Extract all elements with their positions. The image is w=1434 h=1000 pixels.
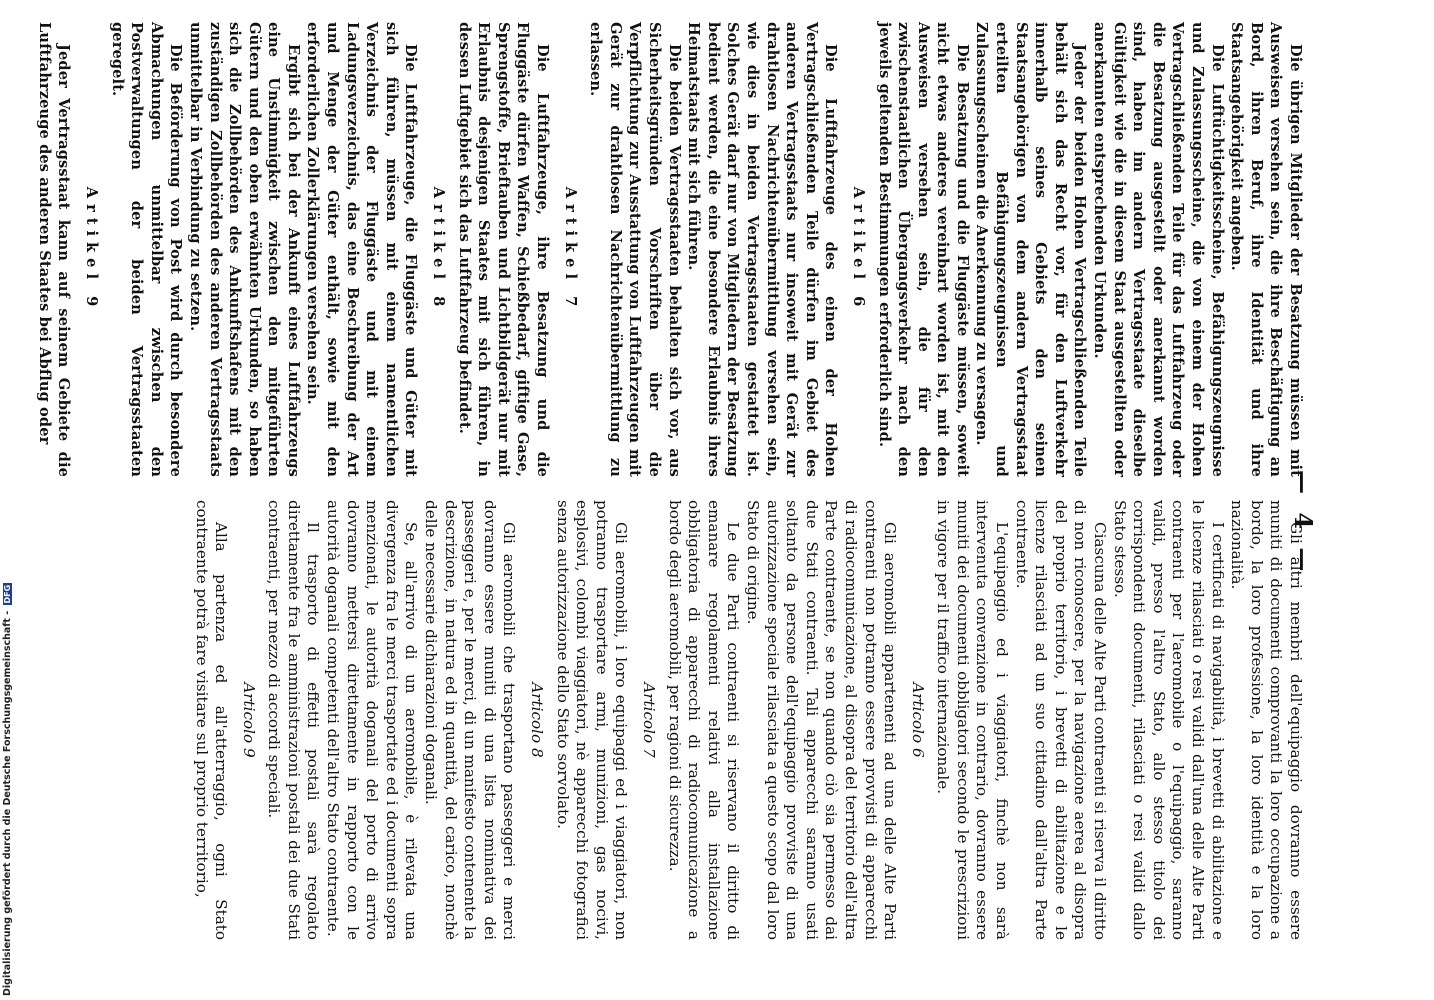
- it-art9-title: Articolo 9: [239, 682, 258, 758]
- credit-text: Digitalisierung gefördert durch die Deutsche Forschungsgemeinschaft -: [2, 610, 13, 996]
- de-intro-4: Die Besatzung und die Fluggäste müssen, soweit nicht etwas anderes vereinbart worden ist, mit den Ausweisen versehen sein, die für den zwischenstaatlichen Übergangsverkehr nach den jeweils geltenden Bestimmungen erforderlich sind.: [875, 22, 971, 477]
- it-art6-p1: Gli aeromobili appartenenti ad una delle Alte Parti contraenti non potranno essere provvisti di apparecchi di radiocomunicazione, al disopra del territorio dell'altra Parte contraente, se non quando ciò sia permesso dai due Stati contraenti. Tali apparecchi saranno usati soltanto da persone dell'equipaggio provviste di una autorizzazione speciale rilasciata a questo scopo dal loro Stato di origine.: [743, 500, 900, 940]
- de-art8-p2: Ergibt sich bei der Ankunft eines Luftfahrzeugs eine Unstimmigkeit zwischen den mitgeführten Gütern und den oben erwähnten Urkunden, so haben sich die Zollbehörden des Ankunftshafens mit den zuständigen Zollbehörden des anderen Vertragsstaats unmittelbar in Verbindung zu setzen.: [186, 22, 302, 477]
- it-art8-title: Articolo 8: [528, 682, 547, 758]
- de-art7-title: Artikel 7: [561, 186, 579, 313]
- de-art6-p1: Die Luftfahrzeuge des einen der Hohen Vertragschließenden Teile dürfen im Gebiet des anderen Vertragsstaats nur insoweit mit Gerät zur drahtlosen Nachrichtenübermittlung versehen sein, wie dies in beiden Vertragsstaaten gestattet ist. Solches Gerät darf nur von Mitgliedern der Besatzung bedient werden, die eine besondere Erlaubnis ihres Heimatstaats mit sich führen.: [685, 22, 840, 477]
- it-art6-title: Articolo 6: [908, 682, 927, 758]
- de-art6-p2: Die beiden Vertragsstaaten behalten sich vor, aus Sicherheitsgründen Vorschriften über die Verpflichtung zur Ausstattung von Luftfahrzeugen mit Gerät zur drahtlosen Nachrichtenübermittlung zu erlassen.: [587, 22, 683, 477]
- de-art8-title: Artikel 8: [430, 186, 448, 313]
- it-intro-3: Ciascuna delle Alte Parti contraenti si riserva il diritto di non riconoscere, per la navigazione aerea al disopra del proprio territorio, i brevetti di abilitazione e le licenze rilasciati ad un suo cittadino dall'altra Parte contraente.: [1012, 500, 1110, 940]
- digitization-credit: [2, 584, 13, 996]
- de-intro-3: Jeder der beiden Hohen Vertragschließenden Teile behält sich das Recht vor, für den Luftverkehr innerhalb seines Gebiets den seinen Staatsangehörigen von dem andern Vertragsstaat erteilten Befähigungszeugnissen und Zulassungsscheinen die Anerkennung zu versagen.: [973, 22, 1089, 477]
- it-art7-p2: Gli aeromobili, i loro equipaggi ed i viaggiatori, non potranno trasportare armi, munizioni, gas nocivi, esplosivi, colombi viaggiatori, nè apparecchi fotografici senza autorizzazione dello Stato sorvolato.: [553, 500, 631, 940]
- de-art6-title: Artikel 6: [849, 186, 867, 313]
- it-art8-p1: Gli aeromobili che trasportano passeggeri e merci dovranno essere muniti di una lista nominativa dei passeggeri e, per le merci, di un manifesto contenente la descrizione, in natura ed in quantità, del carico, nonchè delle necessarie dichiarazioni doganali.: [422, 500, 519, 940]
- de-art7-p1: Die Luftfahrzeuge, ihre Besatzung und die Fluggäste dürfen Waffen, Schießbedarf, giftige Gase, Sprengstoffe, Brieftauben und Lichtbildgerät nur mit Erlaubnis desjenigen Staates mit sich führen, in dessen Luftgebiet sich das Luftfahrzeug befindet.: [455, 22, 552, 477]
- de-intro-1: Die übrigen Mitglieder der Besatzung müssen mit Ausweisen versehen sein, die ihre Beschäftigung an Bord, ihren Beruf, ihre Identität und ihre Staatsangehörigkeit angeben.: [1228, 22, 1304, 477]
- german-text: [34, 22, 1305, 477]
- de-intro-2: Die Luftüchtigkeitsscheine, Befähigungszeugnisse und Zulassungsscheine, die von einem der Hohen Vertragschließenden Teile für das Luftfahrzeug oder die Besatzung ausgestellt oder anerkannt worden sind, haben im andern Vertragsstaate dieselbe Gültigkeit wie die in diesem Staat ausgestellten oder anerkannten entsprechenden Urkunden.: [1091, 22, 1226, 477]
- it-art9-p1: Alla partenza ed all'atterraggio, ogni Stato contraente potrà fare visitare sul proprio territorio,: [192, 500, 231, 940]
- it-intro-2: I certificati di navigabilità, i brevetti di abilitazione e le licenze rilasciati o resi validi dall'una delle Alte Parti contraenti per l'aeromobile o l'equipaggio, saranno validi, presso l'altro Stato, allo stesso titolo dei corrispondenti documenti, rilasciati o resi validi dallo Stato stesso.: [1110, 500, 1227, 940]
- it-art7-p1: Le due Parti contraenti si riservano il diritto di emanare regolamenti relativi alla installazione obbligatoria di apparecchi di radiocomunicazione a bordo degli aeromobili, per ragioni di sicurezza.: [665, 500, 743, 940]
- dfg-logo: DFG: [3, 584, 12, 604]
- it-art8-p3: Il trasporto di effetti postali sarà regolato direttamente fra le amministrazioni postali dei due Stati contraenti, per mezzo di accordi speciali.: [265, 500, 323, 940]
- it-art7-title: Articolo 7: [640, 682, 658, 758]
- italian-text: [191, 500, 1305, 940]
- page-number-label: — 4 —: [1289, 470, 1318, 577]
- it-art8-p2: Se, all'arrivo di un aeromobile, è rilevata una divergenza fra le merci trasportate ed i documenti sopra menzionati, le autorità doganali del porto di arrivo dovranno mettersi direttamente in rapporto con le autorità doganali competenti dell'altro Stato contraente.: [324, 500, 421, 940]
- de-art9-title: Artikel 9: [82, 186, 100, 313]
- de-art8-p3: Die Beförderung von Post wird durch besondere Abmachungen unmittelbar zwischen den Postverwaltungen der beiden Vertragsstaaten geregelt.: [108, 22, 185, 477]
- it-intro-1: Gli altri membri dell'equipaggio dovranno essere muniti di documenti comprovanti la loro occupazione a bordo, la loro professione, la loro identità e la loro nazionalità.: [1228, 500, 1305, 940]
- it-intro-4: L'equipaggio ed i viaggiatori, finchè non sarà intervenuta convenzione in contrario, dovranno essere muniti dei documenti obbligatori secondo le prescrizioni in vigore per il traffico internazionale.: [934, 500, 1012, 940]
- de-art8-p1: Die Luftfahrzeuge, die Fluggäste und Güter mit sich führen, müssen mit einem namentlichen Verzeichnis der Fluggäste und mit einem Ladungsverzeichnis, das eine Beschreibung der Art und Menge der Güter enthält, sowie mit den erforderlichen Zollerklärungen versehen sein.: [304, 22, 420, 477]
- de-art9-p1: Jeder Vertragsstaat kann auf seinem Gebiete die Luftfahrzeuge des anderen Staates bei Abflug oder: [35, 22, 73, 477]
